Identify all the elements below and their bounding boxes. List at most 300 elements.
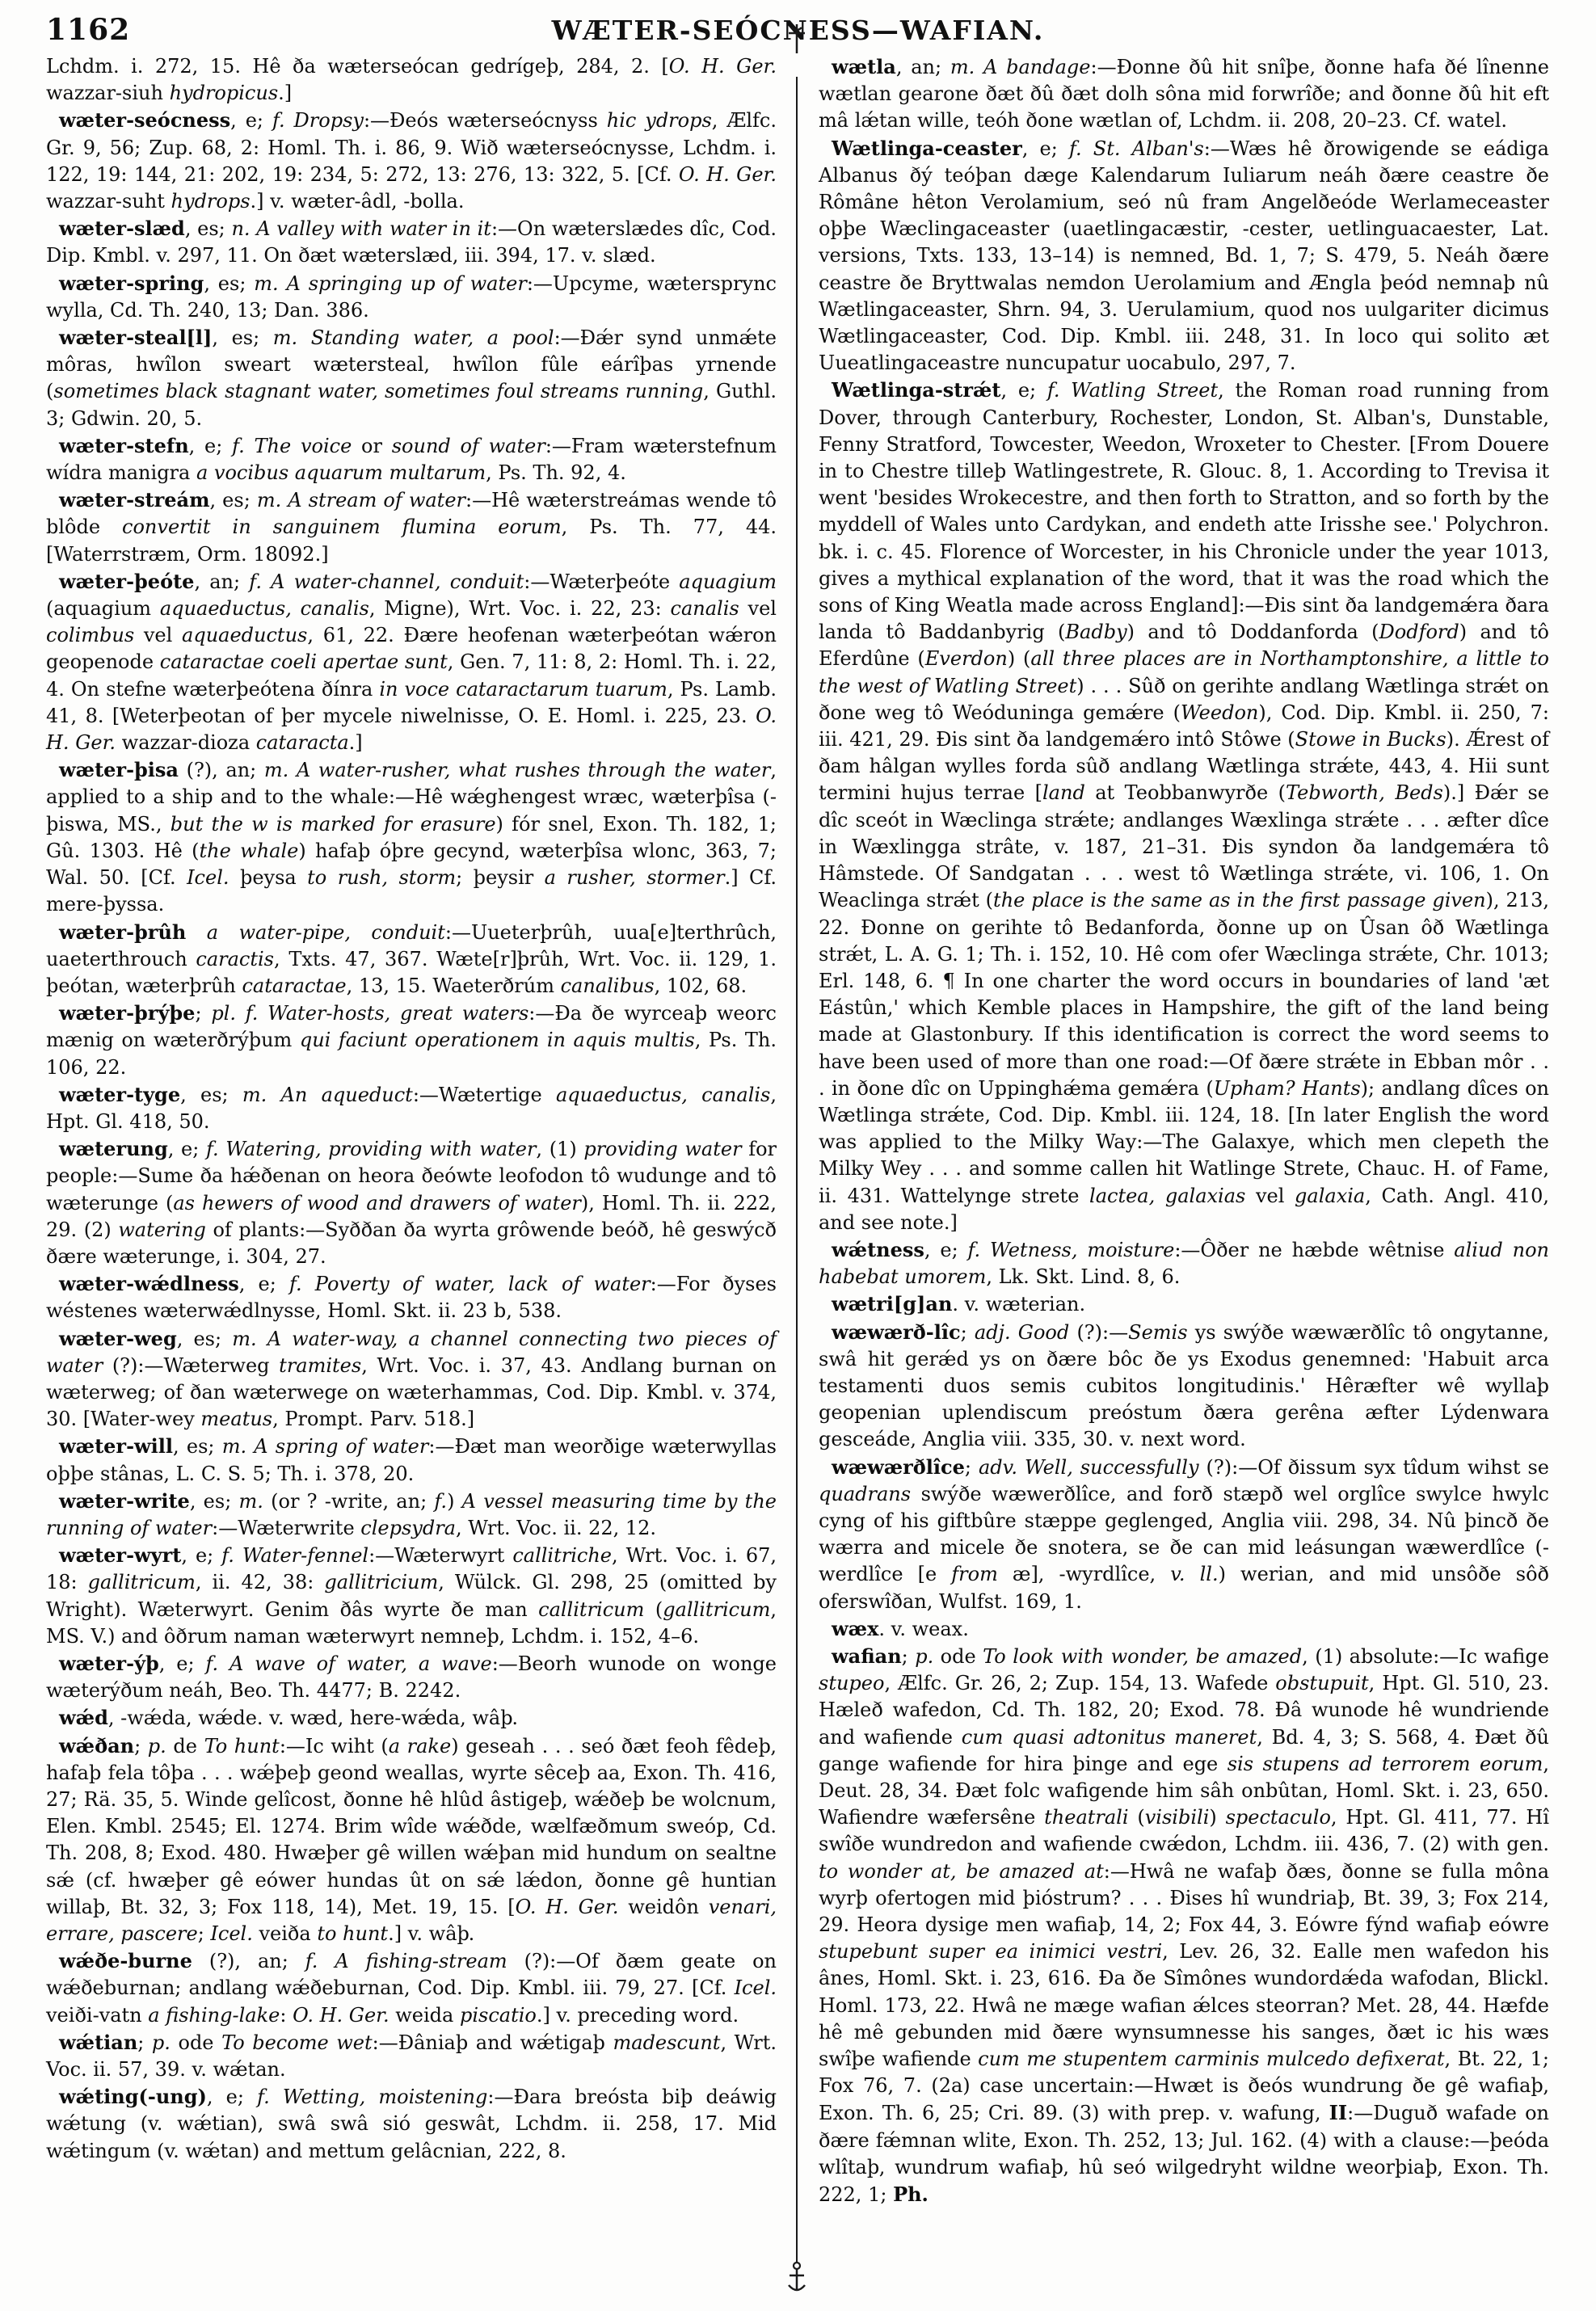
text-segment: colimbus xyxy=(46,624,135,647)
text-segment: vel xyxy=(1245,1184,1295,1207)
text-segment: , the Roman road running from Dover, through Canterbury, Rochester, London, St. Alban's, Dunstable, Fenny Stratford, Towcester, Weedon, Wroxeter to Chester. [From Douere in to Chestre tilleþ Watlingestrete, R. Glouc. 8, 1. According to Trevisa it went 'besides Wrokecestre, and then forth to Stratton, and so forth by the myddell of Wales unto Cardykan, and endeth atte Irisshe see.' Polychron. bk. i. c. 45. Florence of Worcester, in his Chronicle under the year 1013, gives a mythical explanation of the word, that it was the road which the sons of King Weatla made across England]:—Ðis sint ða landgemǽra ðara landa tô Baddanbyrig ( xyxy=(819,379,1549,644)
text-segment: , ii. 42, 38: xyxy=(195,1571,325,1594)
text-segment: , 102, 68. xyxy=(654,974,747,997)
left-column xyxy=(46,53,777,2208)
text-segment: visibili xyxy=(1144,1806,1210,1829)
text-segment: veiða xyxy=(252,1922,318,1946)
headword: wæter-wyrt xyxy=(59,1543,182,1568)
dictionary-entry xyxy=(46,324,777,432)
headword: wæter-will xyxy=(59,1434,174,1459)
text-segment: aquaeductus xyxy=(182,624,308,647)
dictionary-entry xyxy=(46,1947,777,2029)
text-segment: Icel. xyxy=(734,1976,777,2000)
text-segment: , Hpt. Gl. 510, 23. Hæleð wafedon, Cd. Th. 182, 20; Exod. 78. Ðâ wunode hê wundriende and wafiende xyxy=(819,1672,1550,1749)
text-segment: sound of water xyxy=(391,434,545,457)
text-segment: , an; xyxy=(895,56,950,78)
text-segment: to rush, storm xyxy=(307,866,457,890)
text-segment xyxy=(186,921,206,944)
text-segment: f. Wetting, moistening xyxy=(257,2086,488,2109)
text-segment: , es; xyxy=(176,1327,233,1350)
headword: wæterung xyxy=(59,1137,168,1161)
text-segment: to hunt xyxy=(317,1922,389,1946)
dictionary-entry xyxy=(46,215,777,269)
text-segment: the whale xyxy=(199,839,299,862)
right-column xyxy=(819,53,1549,2208)
text-segment: ) hafaþ óþre gecynd, wæterþîsa wlonc, 363, 7; Wal. 50. [Cf. xyxy=(46,839,777,890)
dictionary-entry xyxy=(46,1325,777,1433)
text-segment: (aquagium xyxy=(46,597,160,621)
text-segment: : xyxy=(280,2003,293,2027)
text-segment: ) ( xyxy=(1007,647,1031,671)
text-segment: To become wet xyxy=(221,2031,373,2054)
text-segment: aquaeductus, canalis xyxy=(159,597,369,621)
text-segment: weidôn xyxy=(618,1895,709,1918)
text-segment: Stowe in Bucks xyxy=(1295,728,1447,751)
headword: wæwærðlîce xyxy=(832,1454,965,1479)
text-segment: :—Ðonne ðû hit snîþe, ðonne hafa ðé lînenne wætlan gearone ðæt ðû ðæt dolh sôna mid forwrîðe; and ðonne ðû hit eft mâ lǽtan wille, teóh ðone wætlan of, Lchdm. ii. 208, 20–23. Cf. watel. xyxy=(819,56,1550,133)
text-segment: Semis xyxy=(1128,1320,1188,1344)
text-segment: , e; xyxy=(1021,137,1069,160)
text-segment: O. H. Ger. xyxy=(668,55,777,78)
headword: wǽd xyxy=(59,1706,108,1730)
text-segment: ( xyxy=(644,1597,663,1621)
text-segment: , es; xyxy=(184,217,232,241)
text-segment: cataractae xyxy=(242,974,347,997)
text-segment: , Cath. Angl. 410, and see note.] xyxy=(819,1184,1549,1234)
text-segment: :—Ic wiht ( xyxy=(279,1734,389,1757)
text-segment: Everdon xyxy=(924,647,1008,671)
headword: wæx xyxy=(832,1616,879,1640)
text-segment: piscatio xyxy=(459,2003,537,2027)
text-segment: ; xyxy=(901,1644,916,1668)
text-segment: , Ps. Th. 106, 22. xyxy=(46,1029,777,1079)
text-segment: :—Wæterþeóte xyxy=(524,570,680,593)
text-segment: ) xyxy=(1209,1806,1226,1829)
dictionary-entry xyxy=(46,270,777,324)
text-segment: f. Wetness, moisture xyxy=(967,1238,1175,1261)
text-segment: hic ydrops xyxy=(606,109,712,133)
text-segment: ; xyxy=(134,1734,148,1757)
text-segment: cataractae coeli apertae sunt xyxy=(159,650,448,674)
text-segment: :—Ðâniaþ and wǽtigaþ xyxy=(372,2031,613,2054)
text-segment: ) and tô Doddanforda ( xyxy=(1126,621,1379,644)
bottom-ornament-icon xyxy=(785,2261,808,2300)
text-segment: , Wülck. Gl. 298, 25 (omitted by Wright). Wæterwyrt. Genim ðâs wyrte ðe man xyxy=(46,1571,777,1621)
text-segment: tramites xyxy=(279,1353,362,1377)
text-segment: ys swýðe wæwærðlîc tô ongytanne, swâ hit gerǽd ys on ðære bôc ðe ys Exodus genemned: 'Habuit arca testamenti duos semis cubitos longitudinis.' Hêræfter wê wyllaþ geopenian uplendiscum preóstum ðæra gerêna æfter Lýdenwara gesceáde, Anglia viii. 335, 30. v. next word. xyxy=(819,1320,1549,1451)
dictionary-entry xyxy=(46,1542,777,1650)
text-segment: vel xyxy=(134,624,183,647)
text-segment: :—Wætertige xyxy=(412,1083,556,1106)
dictionary-entry xyxy=(46,1081,777,1135)
text-segment: , (1) xyxy=(536,1138,584,1161)
text-segment: ). Ǽrest of ðam hâlgan wylles forda sûð andlang Wætlinga strǽte, 443, 4. Hii sunt termini hujus terrae [ xyxy=(819,728,1549,805)
text-segment: de xyxy=(166,1734,204,1757)
text-segment: to wonder at, be amazed at xyxy=(819,1859,1104,1883)
text-segment: :—Wæterwyrt xyxy=(368,1544,513,1568)
dictionary-entry xyxy=(46,2083,777,2165)
text-segment: O. H. Ger. xyxy=(515,1895,619,1918)
text-segment: ; xyxy=(137,2031,152,2054)
text-segment: ; xyxy=(964,1455,979,1479)
text-segment: wazzar-siuh xyxy=(46,82,170,105)
text-segment: f. A water-channel, conduit xyxy=(249,570,524,593)
text-segment: (or ? -write, an; xyxy=(263,1489,435,1513)
text-segment: pl. f. Water-hosts, great waters xyxy=(211,1002,529,1025)
text-segment: . v. weax. xyxy=(878,1617,969,1640)
text-segment: , Prompt. Parv. 518.] xyxy=(272,1408,475,1431)
text-segment: (?):— xyxy=(1069,1320,1129,1344)
headword: wæter-tyge xyxy=(59,1082,181,1106)
headword: II xyxy=(1329,2101,1348,2125)
text-segment: f. A fishing-stream xyxy=(305,1950,507,1973)
text-segment: p. xyxy=(915,1644,934,1668)
text-segment: Tebworth, Beds xyxy=(1285,781,1443,805)
text-segment: :—Ðara breósta biþ deáwig wǽtung (v. wǽtian), swâ swâ sió geswât, Lchdm. ii. 258, 17. Mid wǽtingum (v. wǽtan) and mettum gelâcnian, 222, 8. xyxy=(46,2086,777,2162)
text-segment: wazzar-suht xyxy=(46,190,171,213)
text-segment: , es; xyxy=(180,1083,242,1106)
text-segment: obstupuit xyxy=(1275,1672,1369,1695)
headword: wæter-seócness xyxy=(59,108,231,133)
headword: wæter-ýþ xyxy=(59,1651,159,1675)
page-title: WÆTER-SEÓCNESS—WAFIAN. xyxy=(551,15,1045,46)
text-segment: :—Ðeós wæterseócnyss xyxy=(363,109,607,133)
text-segment: aquaeductus, canalis xyxy=(555,1083,771,1106)
dictionary-entry xyxy=(46,1650,777,1704)
text-segment: , (1) absolute:—Ic wafige xyxy=(1302,1644,1549,1668)
text-segment: galaxia xyxy=(1295,1184,1366,1207)
text-segment: weida xyxy=(389,2003,460,2027)
text-segment: aquagium xyxy=(679,570,777,593)
text-segment: but the w is marked for erasure xyxy=(170,812,496,836)
text-segment: .] v. wâþ. xyxy=(388,1922,475,1946)
text-segment: land xyxy=(1042,781,1085,805)
headword: Ph. xyxy=(893,2183,929,2207)
text-segment: stupebunt super ea inimici vestri xyxy=(819,1940,1163,1964)
text-segment: O. H. Ger. xyxy=(293,2003,390,2027)
text-segment: m. A springing up of water xyxy=(254,272,527,295)
text-segment: , Migne), Wrt. Voc. i. 22, 23: xyxy=(368,597,671,621)
dictionary-entry xyxy=(819,1290,1549,1318)
text-segment: aliud non habebat umorem xyxy=(819,1238,1549,1289)
text-segment: :—Ðæt man weorðige wæterwyllas oþþe stânas, L. C. S. 5; Th. i. 378, 20. xyxy=(46,1435,777,1485)
dictionary-entry xyxy=(819,1615,1549,1643)
text-segment: ; xyxy=(197,1922,211,1946)
text-segment: :—Upcyme, wætersprync wylla, Cd. Th. 240, 13; Dan. 386. xyxy=(46,272,777,322)
dictionary-entry xyxy=(46,432,777,486)
text-segment: (?):—Wæterweg xyxy=(103,1353,280,1377)
text-segment: lactea, galaxias xyxy=(1089,1184,1246,1207)
dictionary-entry xyxy=(819,1236,1549,1290)
text-segment: , es; xyxy=(209,489,257,512)
text-segment: , e; xyxy=(206,2086,258,2109)
headword: wǽtness xyxy=(832,1237,924,1261)
text-segment: Icel. xyxy=(210,1922,253,1946)
text-segment: cum me stupentem carminis mulcedo defixerat xyxy=(978,2048,1445,2071)
text-segment: ) werian, and mid unsôðe sôð oferswîðan, Wulfst. 169, 1. xyxy=(819,1563,1550,1613)
text-segment: :—Ôðer ne hæbde wêtnise xyxy=(1174,1238,1455,1261)
text-segment: , Txts. 47, 367. Wæte[r]þrûh, Wrt. Voc. ii. 129, 1. þeótan, wæterþrûh xyxy=(46,947,777,997)
text-segment: , e; xyxy=(167,1138,206,1161)
dictionary-entry xyxy=(46,1704,777,1732)
text-segment: , e; xyxy=(188,434,233,457)
text-segment: f. Watling Street xyxy=(1046,379,1219,402)
headword: wæter-þeóte xyxy=(59,569,195,593)
text-segment: .] v. wæter-âdl, -bolla. xyxy=(250,190,465,213)
text-segment: , e; xyxy=(181,1544,222,1568)
text-segment: a vocibus aquarum multarum xyxy=(196,461,486,485)
text-segment: , 13, 15. Waeterðrúm xyxy=(346,974,561,997)
text-segment: gallitricium xyxy=(324,1571,439,1594)
text-segment: :—Uueterþrûh, uua[e]terthrûch, uaeterthrouch xyxy=(46,920,777,970)
text-segment: as hewers of wood and drawers of water xyxy=(173,1191,581,1214)
text-segment: þeysa xyxy=(229,866,308,890)
dictionary-entry xyxy=(819,1319,1549,1454)
text-segment: m. A bandage xyxy=(950,56,1091,78)
text-segment: callitricum xyxy=(538,1597,645,1621)
text-segment: Upham? Hants xyxy=(1213,1076,1361,1100)
text-segment: ) xyxy=(447,1489,462,1513)
text-segment: , Wrt. Voc. ii. 57, 39. v. wǽtan. xyxy=(46,2031,777,2082)
text-segment: :—Hê wæterstreámas wende tô blôde xyxy=(46,489,777,539)
text-segment: . v. wæterian. xyxy=(952,1293,1086,1316)
text-segment: m. An aqueduct xyxy=(242,1083,413,1106)
text-segment: m. A spring of water xyxy=(221,1435,429,1459)
text-segment: , e; xyxy=(1000,379,1047,402)
text-segment: a fishing-lake xyxy=(148,2003,280,2027)
text-segment: , Ælfc. Gr. 9, 56; Zup. 68, 2: Homl. Th. i. 86, 9. Wið wæterseócnysse, Lchdm. i. 122, 19: 144, 21: 202, 19: 234, 5: 272, 13: 276, 13: 322, 5. [Cf. xyxy=(46,109,777,186)
text-segment: , es; xyxy=(173,1435,222,1459)
text-segment: a rake xyxy=(388,1734,452,1757)
headword: wæter-spring xyxy=(59,271,204,295)
text-segment: m. A water-rusher, what rushes through the water xyxy=(263,759,771,782)
text-segment: convertit in sanguinem flumina eorum xyxy=(122,516,562,539)
text-segment: ), Cod. Dip. Kmbl. ii. 250, 7: iii. 421, 29. Ðis sint ða landgemǽro intô Stôwe ( xyxy=(819,701,1549,751)
text-segment: ; þeysir xyxy=(456,866,545,890)
text-segment: , Guthl. 3; Gdwin. 20, 5. xyxy=(46,380,777,430)
text-segment: n. A valley with water in it xyxy=(231,217,491,241)
text-segment: m. A stream of water xyxy=(256,489,465,512)
text-segment: clepsydra xyxy=(360,1516,456,1539)
text-segment: vel xyxy=(739,597,777,621)
headword: wǽting(-ung) xyxy=(59,2085,207,2109)
dictionary-entry xyxy=(46,568,777,756)
text-segment: of plants:—Syððan ða wyrta grôwende beóð, hê geswýcð ðære wæterunge, i. 304, 27. xyxy=(46,1218,777,1268)
text-segment: , Lev. 26, 32. Ealle men wafedon his ânes, Homl. Skt. i. 23, 616. Ða ðe Sîmônes wundordǽda wafodan, Blickl. Homl. 173, 22. Hwâ ne mæge wafian ǽlces steorran? Met. 28, 44. Hæfde hê mê gebunden mid ðære wynsumnesse his sanges, ðæt ic his wæs swîþe wafiende xyxy=(819,1940,1549,2071)
text-segment: , MS. V.) and ôðrum naman wæterwyrt nemneþ, Lchdm. i. 152, 4–6. xyxy=(46,1597,777,1648)
text-segment: v. ll. xyxy=(1170,1563,1219,1586)
dictionary-entry xyxy=(46,1270,777,1324)
text-segment: m. xyxy=(238,1489,263,1513)
dictionary-entry xyxy=(819,53,1549,135)
headword: wæter-wǽdlness xyxy=(59,1272,239,1296)
dictionary-entry xyxy=(46,756,777,918)
dictionary-entry xyxy=(46,1000,777,1081)
headword: Wætlinga-strǽt xyxy=(832,378,1001,402)
text-segment: gallitricum xyxy=(663,1597,771,1621)
text-segment: , Ps. Th. 77, 44. [Waterrstræm, Orm. 18092.] xyxy=(46,516,777,566)
text-segment: sometimes black stagnant water, sometimes foul streams running xyxy=(53,380,704,403)
text-segment: , 61, 22. Ðære heofenan wæterþeótan wǽron geopenode xyxy=(46,624,777,674)
text-segment: , Wrt. Voc. i. 37, 43. Andlang burnan on wæterweg; of ðan wæterwege on wæterhammas, Cod. Dip. Kmbl. v. 374, 30. [Water-wey xyxy=(46,1353,777,1431)
text-segment: (?), an; xyxy=(192,1950,305,1973)
text-segment: :—Wæs hê ðrowigende se eádiga Albanus ðý teóþan dæge Kalendarum Iuliarum neáh ðære ceastre ðe Rômâne hêton Verolamium, seó nû fram Angelðeóde Werlameceaster oþþe Wæclingaceaster (uaetlingacæstir, -cester, uetlinguacaester, Lat. versions, Txts. 133, 13–14) is nemned, Bd. 1, 7; S. 479, 5. Neáh ðære ceastre ðe Bryttwalas nemdon Uerolamium and Ængla þeód nemnaþ nû Wætlingaceaster, Shrn. 94, 3. Uerulamium, quod nos uulgariter dicimus Wætlingaceaster, Cod. Dip. Kmbl. iii. 248, 31. In loco qui solito æt Uueatlingaceastre nuncupatur uocabulo, 297, 7. xyxy=(819,137,1549,375)
continuation-paragraph xyxy=(46,53,777,107)
dictionary-entry xyxy=(819,377,1549,1236)
text-segment: hydropicus xyxy=(169,82,279,105)
text-segment: ode xyxy=(170,2031,222,2054)
text-segment: theatrali xyxy=(1044,1806,1129,1829)
text-segment: watering xyxy=(118,1218,206,1241)
text-segment: (?):—Of ðæm geate on wǽðeburnan; andlang wǽðeburnan, Cod. Dip. Kmbl. iii. 79, 27. [Cf. xyxy=(46,1950,777,2000)
text-segment: , Ps. Th. 92, 4. xyxy=(486,461,626,485)
text-segment: :—For ðyses wéstenes wæterwǽdlnysse, Homl. Skt. ii. 23 b, 538. xyxy=(46,1273,777,1323)
text-segment: a water-pipe, conduit xyxy=(206,920,445,944)
text-segment: p. xyxy=(151,2031,171,2054)
text-segment: ) fór snel, Exon. Th. 182, 1; Gû. 1303. Hê ( xyxy=(46,812,777,862)
text-segment: , Bd. 4, 3; S. 568, 4. Ðæt ðû gange wafiende for hira þinge and ege xyxy=(819,1725,1549,1775)
dictionary-entry xyxy=(46,1433,777,1487)
text-segment: , es; xyxy=(189,1489,239,1513)
text-segment: providing water xyxy=(583,1138,742,1161)
text-segment: .] Cf. mere-þyssa. xyxy=(46,866,777,916)
headword: wæter-weg xyxy=(59,1326,177,1350)
text-segment: , e; xyxy=(230,109,272,133)
text-segment: ( xyxy=(1128,1806,1145,1829)
text-segment: for people:—Sume ða hǽðenan on heora ðeówte leofodon tô wudunge and tô wæterunge ( xyxy=(46,1138,777,1214)
text-segment: To look with wonder, be amazed xyxy=(983,1644,1303,1668)
text-segment: wazzar-dioza xyxy=(116,731,256,755)
dictionary-entry xyxy=(46,919,777,1000)
text-segment: Dodford xyxy=(1379,621,1459,644)
text-segment: , Deut. 28, 34. Ðæt folc wafigende him sâh onbûtan, Homl. Skt. i. 23, 650. Wafiendre wæfersêne xyxy=(819,1752,1549,1829)
text-segment: venari, errare, pascere xyxy=(46,1895,777,1946)
headword: Wætlinga-ceaster xyxy=(832,136,1022,160)
text-segment: , an; xyxy=(194,570,250,593)
dictionary-entry xyxy=(46,1135,777,1270)
text-segment: meatus xyxy=(200,1408,273,1431)
text-segment: .] xyxy=(348,731,363,755)
text-segment: f. The voice xyxy=(232,434,352,457)
headword: wæter-þisa xyxy=(59,758,179,782)
text-segment: (?), an; xyxy=(178,759,264,782)
text-segment: Lchdm. i. 272, 15. Hê ða wæterseócan gedrígeþ, 284, 2. [ xyxy=(46,55,669,78)
text-segment: quadrans xyxy=(819,1482,912,1505)
text-segment: :—Fram wæterstefnum wídra manigra xyxy=(46,434,777,485)
text-segment: , Wrt. Voc. ii. 22, 12. xyxy=(455,1516,657,1539)
text-segment: f. Watering, providing with water xyxy=(205,1138,537,1161)
text-segment: Weedon xyxy=(1180,701,1259,724)
text-segment: ode xyxy=(933,1644,983,1668)
text-segment: :—Wæterwrite xyxy=(212,1516,361,1539)
dictionary-entry xyxy=(819,1454,1549,1615)
text-segment: O. H. Ger. xyxy=(46,704,777,755)
text-segment: , Gen. 7, 11: 8, 2: Homl. Th. i. 22, 4. On stefne wæterþeótena ðínra xyxy=(46,650,777,701)
text-segment: , Bt. 22, 1; Fox 76, 7. (2a) case uncertain:—Hwæt is ðeós wundrung ðe gê wafiaþ, Exon. Th. 6, 25; Cri. 89. (3) with prep. v. wafung, xyxy=(819,2048,1549,2125)
text-segment: ); andlang dîces on Wætlinga strǽte, Cod. Dip. Kmbl. iii. 124, 18. [In later English the word was applied to the Milky Way:—The Galaxye, which men clepeth the Milky Wey . . . and somme callen hit Watlinge Strete, Chauc. H. of Fame, ii. 431. Wattelynge strete xyxy=(819,1076,1549,1207)
dictionary-entry xyxy=(819,135,1549,377)
text-segment: , es; xyxy=(204,272,255,295)
text-segment: f. A wave of water, a wave xyxy=(205,1652,492,1675)
text-segment: m. Standing water, a pool xyxy=(272,326,554,350)
text-segment: æ], -wyrdlîce, xyxy=(997,1563,1171,1586)
text-segment: in voce cataractarum tuarum xyxy=(379,677,667,701)
headword: wafian xyxy=(832,1644,902,1668)
text-segment: , applied to a ship and to the whale:—Hê wǽghengest wræc, wæterþîsa (-þiswa, MS., xyxy=(46,759,777,836)
headword: wætri[g]an xyxy=(832,1292,953,1316)
headword: wæter-þrûh xyxy=(59,920,187,944)
text-segment: , Ps. Lamb. 41, 8. [Weterþeotan of þer mycele niwelnisse, O. E. Homl. i. 225, 23. xyxy=(46,677,777,727)
text-segment: To hunt xyxy=(204,1734,280,1757)
text-segment: :—Ðǽr synd unmǽte môras, hwîlon sweart wætersteal, hwîlon fûle eárîþas yrnende ( xyxy=(46,326,777,403)
text-segment: , Hpt. Gl. 418, 50. xyxy=(46,1083,777,1133)
dictionary-entry xyxy=(46,486,777,568)
text-columns xyxy=(46,53,1549,2208)
text-segment: (?):—Of ðissum syx tîdum wihst se xyxy=(1198,1455,1550,1479)
text-segment: , -wǽda, wǽde. v. wæd, here-wǽda, wâþ. xyxy=(107,1707,518,1730)
text-segment: , Lk. Skt. Lind. 8, 6. xyxy=(986,1265,1181,1289)
text-segment: , Wrt. Voc. i. 67, 18: xyxy=(46,1544,777,1594)
dictionary-entry xyxy=(46,1732,777,1948)
page-number: 1162 xyxy=(46,13,131,47)
text-segment: cum quasi adtonitus maneret xyxy=(961,1725,1257,1749)
text-segment: stupeo xyxy=(819,1672,885,1695)
text-segment: ; xyxy=(960,1320,975,1344)
text-segment: cataracta xyxy=(255,731,349,755)
text-segment: qui faciunt operationem in aquis multis xyxy=(299,1029,695,1052)
headword: wæter-streám xyxy=(59,488,210,512)
text-segment: ), 213, 22. Ðonne on gerihte tô Bedanforda, ðonne up on Ûsan ôð Wætlinga strǽt, L. A. G. 1; Th. i. 152, 10. Hê com ofer Wæclinga strǽte, Chr. 1013; Erl. 148, 6. ¶ In one charter the word occurs in boundaries of land 'æt Eástûn,' which Kemble places in Hampshire, the gift of the land being made at Glastonbury. If this identification is correct the word seems to have been used of more than one road:—Of ðære strǽte in Ebban môr . . . in ðone dîc on Uppinghǽma gemǽra ( xyxy=(819,889,1549,1100)
text-segment: adj. Good xyxy=(974,1320,1070,1344)
dictionary-entry xyxy=(819,1643,1549,2208)
text-segment: m. A water-way, a channel connecting two pieces of water xyxy=(46,1327,777,1377)
text-segment: , Ælfc. Gr. 26, 2; Zup. 154, 13. Wafede xyxy=(884,1672,1276,1695)
dictionary-entry xyxy=(46,1488,777,1542)
text-segment: Icel. xyxy=(187,866,230,890)
text-segment: O. H. Ger. xyxy=(678,162,777,186)
text-segment: , es; xyxy=(212,326,273,350)
headword: wǽðe-burne xyxy=(59,1949,192,1973)
text-segment: a rusher, stormer xyxy=(544,866,725,890)
text-segment: :—Beorh wunode on wonge wæterýðum neáh, Beo. Th. 4477; B. 2242. xyxy=(46,1652,777,1703)
headword: wætla xyxy=(832,55,896,78)
text-segment: veiði-vatn xyxy=(46,2003,149,2027)
text-segment: adv. Well, successfully xyxy=(978,1455,1199,1479)
text-segment: A vessel measuring time by the running of water xyxy=(46,1489,777,1539)
text-segment: :—Ða ðe wyrceaþ weorc mænig on wæterðrýþum xyxy=(46,1002,777,1052)
text-segment: or xyxy=(352,434,392,457)
text-segment: :—On wæterslædes dîc, Cod. Dip. Kmbl. v. 297, 11. On ðæt wæterslæd, iii. 394, 17. v. slæd. xyxy=(46,217,777,267)
text-segment: p. xyxy=(147,1734,166,1757)
headword: wæwærð-lîc xyxy=(832,1320,961,1344)
dictionary-entry xyxy=(46,107,777,215)
text-segment: , Hpt. Gl. 411, 77. Hî swîðe wundredon and wafiende cwǽdon, Lchdm. iii. 436, 7. (2) with gen. xyxy=(819,1806,1550,1856)
text-segment: .] v. preceding word. xyxy=(536,2003,739,2027)
text-segment: the place is the same as in the first passage given xyxy=(993,889,1486,912)
text-segment: spectaculo xyxy=(1225,1806,1331,1829)
text-segment: all three places are in Northamptonshire, a little to the west of Watling Street xyxy=(819,647,1549,697)
text-segment: Badby xyxy=(1065,621,1127,644)
text-segment: ) . . . Sûð on gerihte andlang Wætlinga strǽt on ðone weg tô Weóduninga gemǽre ( xyxy=(819,674,1549,724)
text-segment: ), Homl. Th. ii. 222, 29. (2) xyxy=(46,1191,777,1241)
text-segment: hydrops xyxy=(171,190,251,213)
text-segment: at Teobbanwyrðe ( xyxy=(1084,781,1286,805)
text-segment: ; xyxy=(195,1002,212,1025)
text-segment: f. Dropsy xyxy=(272,109,364,133)
text-segment: f. xyxy=(434,1489,448,1513)
headword: wæter-write xyxy=(59,1488,190,1513)
text-segment: , e; xyxy=(158,1652,206,1675)
